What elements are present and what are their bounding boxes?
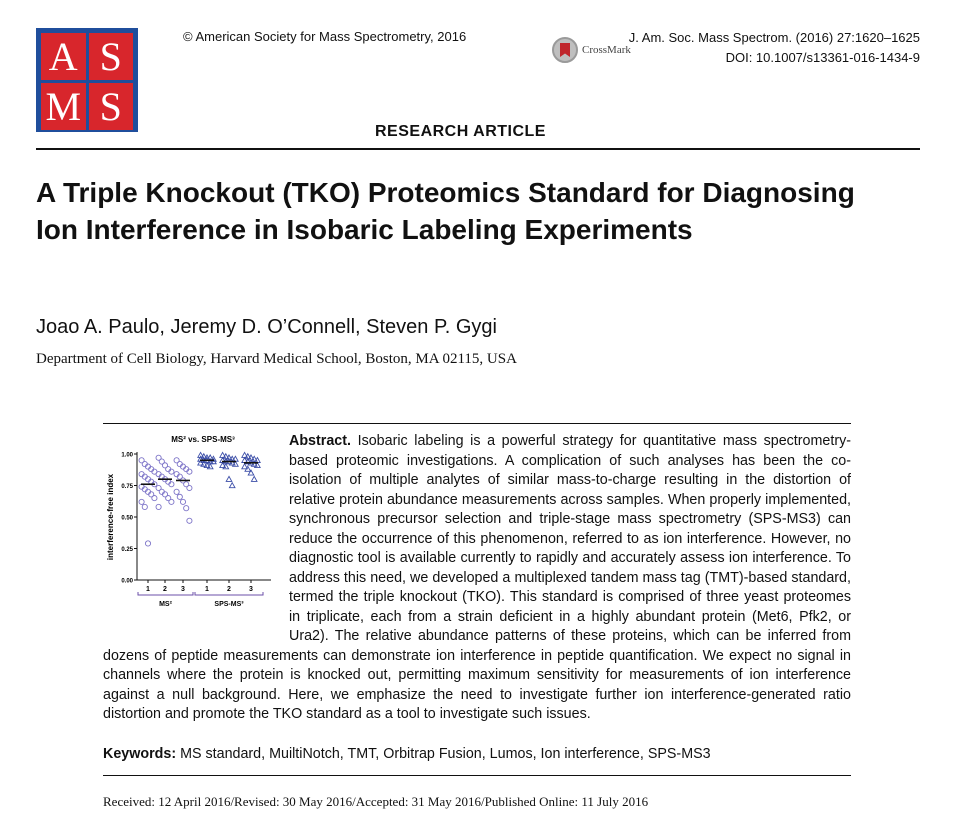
y-tick-label: 0.75 [121,484,133,490]
data-point [187,518,192,523]
abstract-top-rule [103,423,851,424]
copyright-notice: © American Society for Mass Spectrometry, 2016 [183,29,467,44]
x-tick-label: 1 [205,586,209,593]
article-title: A Triple Knockout (TKO) Proteomics Standard for Diagnosing Ion Interference in Isobaric Labeling Experiments [36,177,855,245]
abstract [103,432,851,725]
y-tick-label: 1.00 [121,452,133,459]
data-point [156,504,161,509]
journal-citation: J. Am. Soc. Mass Spectrom. (2016) 27:1620–1625 [628,30,920,45]
data-point [184,506,189,511]
data-point [174,489,179,494]
x-tick-label: 2 [227,586,231,593]
data-point [169,499,174,504]
y-tick-label: 0.25 [121,547,133,553]
graphical-abstract [103,432,285,628]
abstract-text: Isobaric labeling is a powerful strategy for quantitative mass spectrometry-based proteomic investigations. A complication of such analyses has been the co-isolation of multiple analytes of similar mass-to-charge resulting in the distortion of relative protein abundance measurements across samples. When properly implemented, synchronous precursor selection and triple-stage mass spectrometry (SPS-MS3) can reduce the occurrence of this phenomenon, referred to as ion interference. However, no diagnostic tool is available currently to rapidly and accurately assess ion interference. To address this need, we developed a multiplexed tandem mass tag (TMT)-based standard, termed the triple knockout (TKO). This standard is comprised of three yeast proteomes in triplicate, each from a strain deficient in a highly abundant protein (Met6, Pfk2, or Ura2). The relative abundance patterns of these proteins, which can be inferred from dozens of peptide measurements can demonstrate ion interference in peptide quantification. We expect no signal in channels where the protein is knocked out, permitting maximum sensitivity for measurements of ion interference against a null background. Here, we emphasize the need to investigate further ion interference-generated ratio distortion and promote the TKO standard as a tool to investigate such issues. [103,433,851,722]
crossmark-icon[interactable] [552,37,578,63]
data-point [229,483,235,488]
crossmark-badge[interactable] [552,37,631,63]
data-point [248,470,254,475]
y-axis-label: interference-free index [106,473,115,561]
doi-link[interactable]: DOI: 10.1007/s13361-016-1434-9 [725,50,920,65]
section-label: RESEARCH ARTICLE [375,123,546,140]
journal-info [629,28,920,68]
keywords [103,746,711,762]
logo-letter: S [89,83,134,130]
keywords-list: MS standard, MuiltiNotch, TMT, Orbitrap Fusion, Lumos, Ion interference, SPS-MS3 [180,746,711,762]
x-tick-label: 3 [249,586,253,593]
data-point [226,476,232,481]
affiliation: Department of Cell Biology, Harvard Medical School, Boston, MA 02115, USA [36,351,517,367]
logo-letter: M [41,83,86,130]
abstract-label: Abstract. [289,433,351,449]
y-tick-label: 0.50 [121,515,133,522]
header-divider [36,148,920,150]
asms-logo [36,28,138,132]
author-list: Joao A. Paulo, Jeremy D. O’Connell, Steven P. Gygi [36,316,497,338]
crossmark-label: CrossMark [582,44,631,56]
abstract-bottom-rule [103,775,851,776]
data-point [251,476,257,481]
logo-letter: A [41,33,86,80]
x-tick-label: 1 [146,586,150,593]
data-point [145,541,150,546]
chart-title: MS² vs. SPS-MS³ [171,435,235,444]
group-label: SPS-MS³ [214,601,244,608]
data-point [187,485,192,490]
x-tick-label: 2 [163,586,167,593]
keywords-label: Keywords: [103,746,177,762]
data-point [142,504,147,509]
data-point [177,494,182,499]
data-point [139,499,144,504]
received-dates: Received: 12 April 2016/Revised: 30 May 2016/Accepted: 31 May 2016/Published Online: 11 July 2016 [103,794,649,809]
group-label: MS² [159,601,172,608]
y-tick-label: 0.00 [121,578,133,585]
interference-chart [103,432,285,628]
logo-letter: S [89,33,134,80]
data-point [180,499,185,504]
x-tick-label: 3 [181,586,185,593]
data-point [152,496,157,501]
